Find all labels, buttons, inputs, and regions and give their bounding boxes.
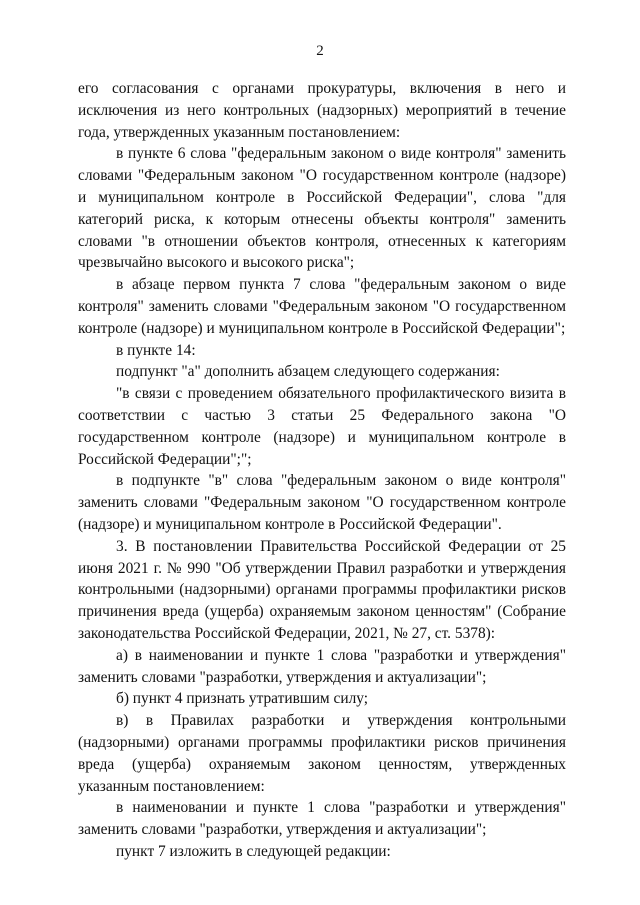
page-number: 2: [316, 43, 324, 59]
paragraph-subpoint-a: подпункт "а" дополнить абзацем следующего содержания:: [116, 363, 500, 381]
paragraph-point-14: в пункте 14:: [116, 341, 196, 359]
paragraph-item-v: в) в Правилах разработки и утверждения контрольными (надзорными) органами программы профилактики рисков причинения вреда (ущерба) охраняемым законом ценностям, утвержденных указанным постановлением:: [78, 712, 566, 795]
paragraph-quoted-addition: "в связи с проведением обязательного профилактического визита в соответствии с частью 3 статьи 25 Федерального закона "О государственном контроле (надзоре) и муниципальном контроле в Российской Федерации";";: [78, 385, 566, 468]
document-body: [78, 78, 566, 863]
paragraph-naming-point-1: в наименовании и пункте 1 слова "разработки и утверждения" заменить словами "разработки, утверждения и актуализации";: [78, 799, 566, 839]
paragraph-item-a: а) в наименовании и пункте 1 слова "разработки и утверждения" заменить словами "разработки, утверждения и актуализации";: [78, 646, 566, 686]
paragraph-point-7-redaction: пункт 7 изложить в следующей редакции:: [116, 842, 391, 860]
paragraph-subpoint-v: в подпункте "в" слова "федеральным законом о виде контроля" заменить словами "Федеральным законом "О государственном контроле (надзоре) и муниципальном контроле в Российской Федерации".: [78, 472, 566, 533]
paragraph-item-b: б) пункт 4 признать утратившим силу;: [116, 690, 369, 708]
paragraph-point-6: в пункте 6 слова "федеральным законом о виде контроля" заменить словами "Федеральным законом "О государственном контроле (надзоре) и муниципальном контроле в Российской Федерации", слова "для категорий риска, к которым отнесены объекты контроля" заменить словами "в отношении объектов контроля, отнесенных к категориям чрезвычайно высокого и высокого риска";: [78, 145, 566, 272]
paragraph-continuation: его согласования с органами прокуратуры, включения в него и исключения из него контрольных (надзорных) мероприятий в течение года, утвержденных указанным постановлением:: [78, 80, 566, 141]
paragraph-section-3: 3. В постановлении Правительства Российской Федерации от 25 июня 2021 г. № 990 "Об утверждении Правил разработки и утверждения контрольными (надзорными) органами программы профилактики рисков причинения вреда (ущерба) охраняемым законом ценностям" (Собрание законодательства Российской Федерации, 2021, № 27, ст. 5378):: [78, 537, 566, 642]
paragraph-point-7: в абзаце первом пункта 7 слова "федеральным законом о виде контроля" заменить словами "Федеральным законом "О государственном контроле (надзоре) и муниципальном контроле в Российской Федерации";: [78, 276, 566, 337]
